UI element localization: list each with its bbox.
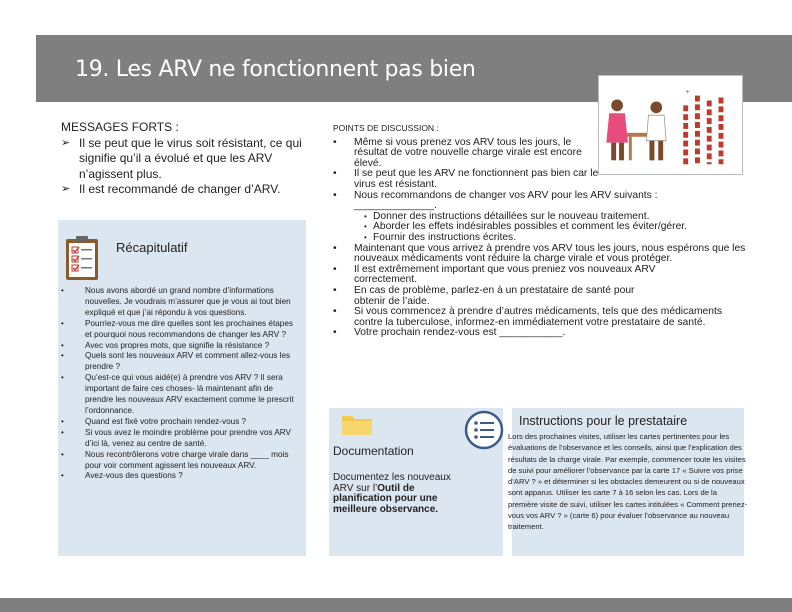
discussion-item-text: Il se peut que les ARV ne fonctionnent pas bien car le virus est résistant. xyxy=(354,168,599,190)
svg-text:+: + xyxy=(685,89,690,96)
recap-item: • Avec vos propres mots, que signifie la résistance ? xyxy=(58,341,306,352)
recap-item: • Pourriez-vous me dire quelles sont les prochaines étapes et pourquoi nous recommandons de changer les ARV ? xyxy=(58,319,306,341)
page-title: 19. Les ARV ne fonctionnent pas bien xyxy=(75,57,476,82)
documentation-title: Documentation xyxy=(333,444,414,458)
recap-title: Récapitulatif xyxy=(116,240,188,255)
recap-item: • Qu’est-ce qui vous aidé(e) à prendre vos ARV ? Il sera important de faire ces choses- là maintenant afin de prendre les nouveaux ARV exactement comme le prescrit l’ordonnance. xyxy=(58,373,306,417)
discussion-item xyxy=(333,286,753,307)
provider-instructions-title: Instructions pour le prestataire xyxy=(519,414,688,428)
discussion-sub-item: • Donner des instructions détaillées sur le nouveau traitement. xyxy=(364,212,753,223)
arrow-bullet-icon: ➢ xyxy=(61,136,71,149)
discussion-item xyxy=(333,307,753,328)
clipboard-checklist-icon xyxy=(64,235,100,281)
discussion-list xyxy=(333,138,753,339)
discussion-header: POINTS DE DISCUSSION : xyxy=(333,123,439,133)
discussion-item xyxy=(333,328,753,339)
discussion-item-text: Il est extrêmement important que vous preniez vos nouveaux ARV correctement. xyxy=(354,263,656,286)
key-messages xyxy=(61,120,306,198)
discussion-item-text: Maintenant que vous arrivez à prendre vos ARV tous les jours, nous espérons que les nouveaux médicaments vont réduire la charge virale et vous protéger. xyxy=(354,242,746,265)
header-left-margin xyxy=(0,35,36,102)
arrow-bullet-icon: ➢ xyxy=(61,183,71,195)
recap-item: • Nous recontrôlerons votre charge virale dans ____ mois pour voir comment agissent les nouveaux ARV. xyxy=(58,450,306,472)
recap-item: • Si vous avez le moindre problème pour prendre vos ARV d’ici là, venez au centre de santé. xyxy=(58,428,306,450)
key-message-item xyxy=(61,136,306,183)
provider-instructions-text: Lors des prochaines visites, utiliser les cartes pertinentes pour les évaluations de l’observance et les conseils, ainsi que l’explication des résultats de la charge virale. Par exemple, commencer toute les visites de suivi pour améliorer l’observance par la carte 17 « Suivre vos prise d’ARV ? » et déterminer si les obstacles demeurent ou si de nouveaux sont apparus. Utiliser les carte 7 à 16 selon les cas. Lors de la première visite de suivi, utiliser les cartes intitulées « Comment prenez-vous vos ARV ? » (carte 6) pour évaluer l’observance au nouveau traitement. xyxy=(508,432,748,532)
key-message-text: Il est recommandé de changer d’ARV. xyxy=(79,182,281,196)
checklist-icon xyxy=(464,410,504,450)
discussion-item-text: En cas de problème, parlez-en à un prestataire de santé pour obtenir de l’aide. xyxy=(354,284,635,307)
discussion-item-text: Si vous commencez à prendre d’autres médicaments, tels que des médicaments contre la tuberculose, informez-en immédiatement votre prestataire de santé. xyxy=(354,306,723,328)
discussion-item xyxy=(333,191,753,244)
key-messages-header: MESSAGES FORTS : xyxy=(61,120,179,134)
discussion-item-text: Votre prochain rendez-vous est ___________. xyxy=(354,327,566,339)
discussion-item-text: Même si vous prenez vos ARV tous les jours, le résultat de votre nouvelle charge virale est encore élevé. xyxy=(354,136,582,169)
discussion-item-text: Nous recommandons de changer vos ARV pour les ARV suivants : ______________. xyxy=(354,189,658,212)
discussion-sub-item: • Fournir des instructions écrites. xyxy=(364,233,753,244)
discussion-sub-list xyxy=(364,212,753,244)
recap-item: • Nous avons abordé un grand nombre d’informations nouvelles. Je voudrais m’assurer que je vous ai tout bien expliqué et que j’ai répondu à vos questions. xyxy=(58,286,306,319)
documentation-text-bold: Outil de planification pour une meilleure observance. xyxy=(333,482,439,515)
footer-bar xyxy=(0,598,792,612)
recap-item: • Quels sont les nouveaux ARV et comment allez-vous les prendre ? xyxy=(58,351,306,373)
discussion-item xyxy=(333,265,753,286)
key-message-item xyxy=(61,182,306,198)
discussion-item xyxy=(333,244,753,265)
folder-icon xyxy=(341,412,373,436)
recap-item: • Avez-vous des questions ? xyxy=(58,471,306,482)
key-message-text: Il se peut que le virus soit résistant, ce qui signifie qu’il a évolué et que les ARV n’agissent plus. xyxy=(79,135,302,181)
recap-list xyxy=(58,286,306,482)
discussion-item xyxy=(333,138,753,170)
documentation-text-plain: Documentez les nouveaux ARV sur l’ xyxy=(333,472,451,494)
discussion-points xyxy=(333,123,753,339)
recap-item: • Quand est fixé votre prochain rendez-vous ? xyxy=(58,417,306,428)
discussion-sub-item: • Aborder les effets indésirables possibles et comment les éviter/gérer. xyxy=(364,222,753,233)
documentation-text xyxy=(333,473,463,515)
discussion-item xyxy=(333,169,753,190)
